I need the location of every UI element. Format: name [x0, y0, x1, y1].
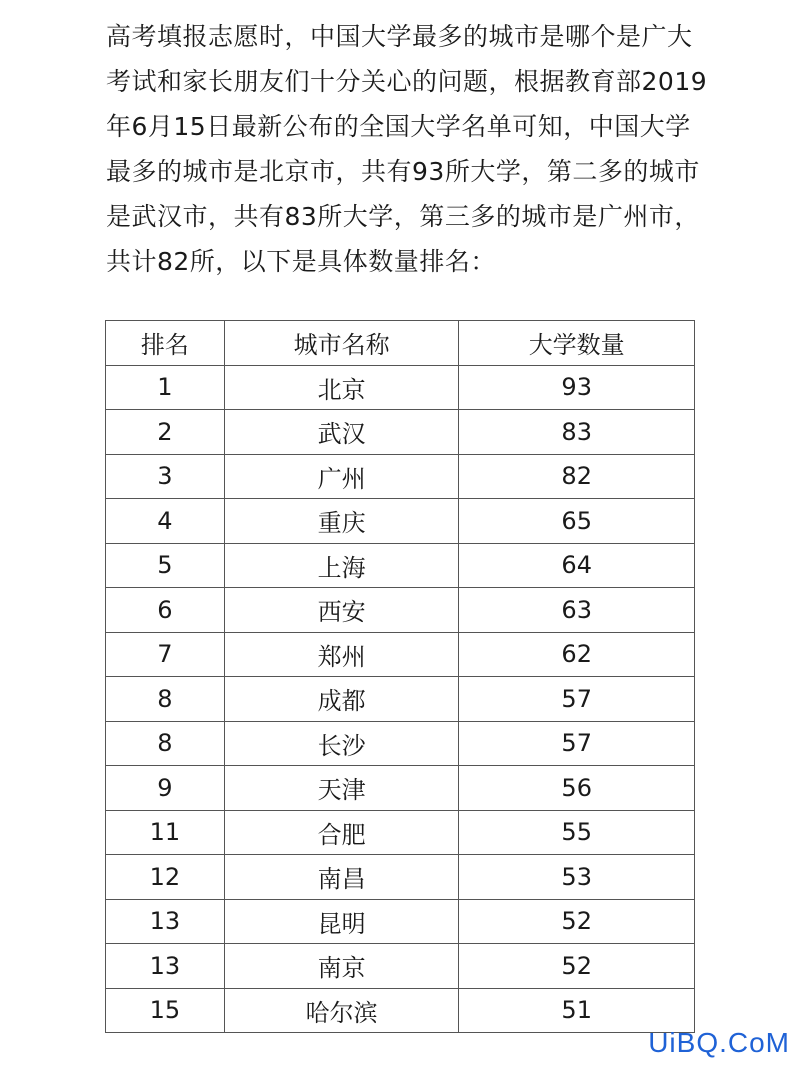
cell-city: 成都: [224, 677, 459, 722]
table-row: [106, 855, 695, 900]
table-row: [106, 499, 695, 544]
table-row: [106, 766, 695, 811]
cell-rank: 3: [106, 454, 225, 499]
cell-city: 合肥: [224, 810, 459, 855]
cell-count: 82: [459, 454, 695, 499]
table-row: [106, 810, 695, 855]
intro-line: 年6月15日最新公布的全国大学名单可知，中国大学: [106, 112, 691, 141]
cell-rank: 2: [106, 410, 225, 455]
cell-rank: 15: [106, 988, 225, 1033]
cell-city: 郑州: [224, 632, 459, 677]
cell-city: 上海: [224, 543, 459, 588]
cell-rank: 6: [106, 588, 225, 633]
cell-rank: 4: [106, 499, 225, 544]
cell-count: 52: [459, 944, 695, 989]
cell-city: 长沙: [224, 721, 459, 766]
cell-count: 51: [459, 988, 695, 1033]
cell-count: 57: [459, 721, 695, 766]
cell-count: 83: [459, 410, 695, 455]
header-count: 大学数量: [459, 321, 695, 366]
table-row: [106, 677, 695, 722]
table-row: [106, 721, 695, 766]
table-row: [106, 410, 695, 455]
cell-rank: 8: [106, 721, 225, 766]
table-row: [106, 899, 695, 944]
cell-rank: 5: [106, 543, 225, 588]
header-rank: 排名: [106, 321, 225, 366]
intro-line: 高考填报志愿时，中国大学最多的城市是哪个是广大: [106, 22, 693, 51]
header-city: 城市名称: [224, 321, 459, 366]
cell-rank: 7: [106, 632, 225, 677]
cell-count: 62: [459, 632, 695, 677]
cell-count: 53: [459, 855, 695, 900]
table-row: [106, 944, 695, 989]
cell-city: 西安: [224, 588, 459, 633]
cell-count: 63: [459, 588, 695, 633]
cell-rank: 12: [106, 855, 225, 900]
table-header-row: [106, 321, 695, 366]
table-row: [106, 588, 695, 633]
table-row: [106, 365, 695, 410]
cell-city: 哈尔滨: [224, 988, 459, 1033]
cell-city: 南京: [224, 944, 459, 989]
table-row: [106, 632, 695, 677]
cell-rank: 8: [106, 677, 225, 722]
cell-rank: 1: [106, 365, 225, 410]
cell-rank: 11: [106, 810, 225, 855]
cell-city: 北京: [224, 365, 459, 410]
site-watermark: UiBQ.CoM: [648, 1027, 790, 1058]
cell-count: 57: [459, 677, 695, 722]
cell-city: 广州: [224, 454, 459, 499]
cell-count: 56: [459, 766, 695, 811]
university-ranking-table: [105, 320, 695, 1033]
cell-city: 重庆: [224, 499, 459, 544]
cell-count: 64: [459, 543, 695, 588]
table-row: [106, 543, 695, 588]
cell-city: 武汉: [224, 410, 459, 455]
cell-city: 南昌: [224, 855, 459, 900]
intro-line: 最多的城市是北京市，共有93所大学，第二多的城市: [106, 157, 700, 186]
table-row: [106, 454, 695, 499]
cell-rank: 13: [106, 944, 225, 989]
cell-count: 55: [459, 810, 695, 855]
cell-city: 昆明: [224, 899, 459, 944]
intro-line: 是武汉市，共有83所大学，第三多的城市是广州市，: [106, 202, 700, 231]
cell-count: 93: [459, 365, 695, 410]
cell-city: 天津: [224, 766, 459, 811]
cell-count: 65: [459, 499, 695, 544]
cell-rank: 13: [106, 899, 225, 944]
intro-line: 考试和家长朋友们十分关心的问题，根据教育部2019: [106, 67, 708, 96]
intro-line: 共计82所，以下是具体数量排名：: [106, 247, 496, 276]
cell-count: 52: [459, 899, 695, 944]
cell-rank: 9: [106, 766, 225, 811]
intro-paragraph: [106, 14, 706, 284]
table-row: [106, 988, 695, 1033]
